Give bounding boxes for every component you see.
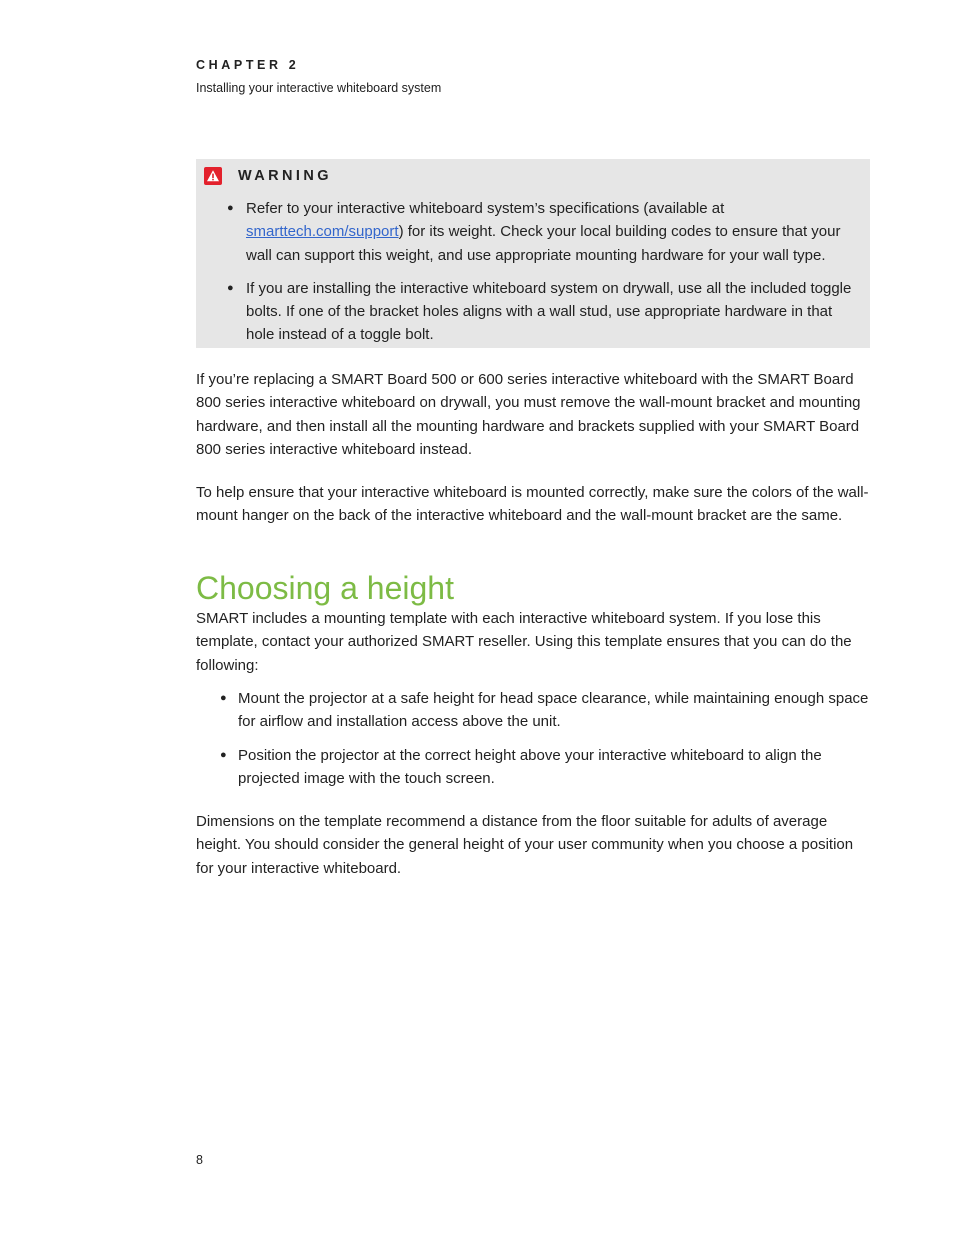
closing-paragraph: Dimensions on the template recommend a distance from the floor suitable for adults of average height. You should consider the general height of your user community when you choose a position for your interactive whiteboard. bbox=[196, 813, 854, 877]
chapter-label: CHAPTER 2 bbox=[196, 58, 300, 72]
warning-header bbox=[204, 167, 332, 185]
warning-item bbox=[196, 197, 870, 267]
list-item bbox=[196, 687, 872, 734]
page-number: 8 bbox=[196, 1153, 203, 1167]
list-item-text: Position the projector at the correct height above your interactive whiteboard to align the projected image with the touch screen. bbox=[238, 746, 822, 787]
bullet-icon: ● bbox=[220, 692, 227, 704]
warning-item-text: If you are installing the interactive whiteboard system on drywall, use all the included toggle bolts. If one of the bracket holes aligns with a wall stud, use appropriate hardware in that hole instead of a toggle bolt. bbox=[246, 279, 852, 344]
bullet-icon: ● bbox=[220, 748, 227, 761]
warning-item bbox=[196, 277, 870, 347]
list-item-text: Mount the projector at a safe height for head space clearance, while maintaining enough space for airflow and installation access above the unit. bbox=[238, 690, 869, 731]
section-intro-paragraph: SMART includes a mounting template with each interactive whiteboard system. If you lose this template, contact your authorized SMART reseller. Using this template ensures that you can do the following: bbox=[196, 610, 852, 674]
warning-item-text-before: Refer to your interactive whiteboard system’s specifications (available at bbox=[246, 200, 725, 217]
support-link[interactable]: smarttech.com/support bbox=[246, 223, 399, 241]
chapter-subtitle: Installing your interactive whiteboard system bbox=[196, 81, 442, 95]
warning-box bbox=[196, 159, 870, 348]
warning-triangle-icon bbox=[204, 167, 222, 185]
warning-title: WARNING bbox=[238, 168, 332, 184]
bullet-icon: ● bbox=[227, 281, 234, 294]
bullet-icon: ● bbox=[227, 202, 234, 214]
replacing-paragraph: If you’re replacing a SMART Board 500 or 600 series interactive whiteboard with the SMART Board 800 series interactive whiteboard on drywall, you must remove the wall-mount bracket and mounting hardware, and then install all the mounting hardware and brackets supplied with your SMART Board 800 series interactive whiteboard instead. bbox=[196, 371, 861, 458]
warning-item-text-after: ) for its weight. Check your local building codes to ensure that your wall can support this weight, and use appropriate mounting hardware for your wall type. bbox=[246, 223, 841, 264]
section-list bbox=[196, 687, 872, 790]
warning-list bbox=[196, 197, 870, 347]
colors-paragraph: To help ensure that your interactive whiteboard is mounted correctly, make sure the colors of the wall-mount hanger on the back of the interactive whiteboard and the wall-mount bracket are the same. bbox=[196, 484, 869, 525]
section-heading: Choosing a height bbox=[196, 570, 454, 606]
list-item bbox=[196, 744, 872, 791]
